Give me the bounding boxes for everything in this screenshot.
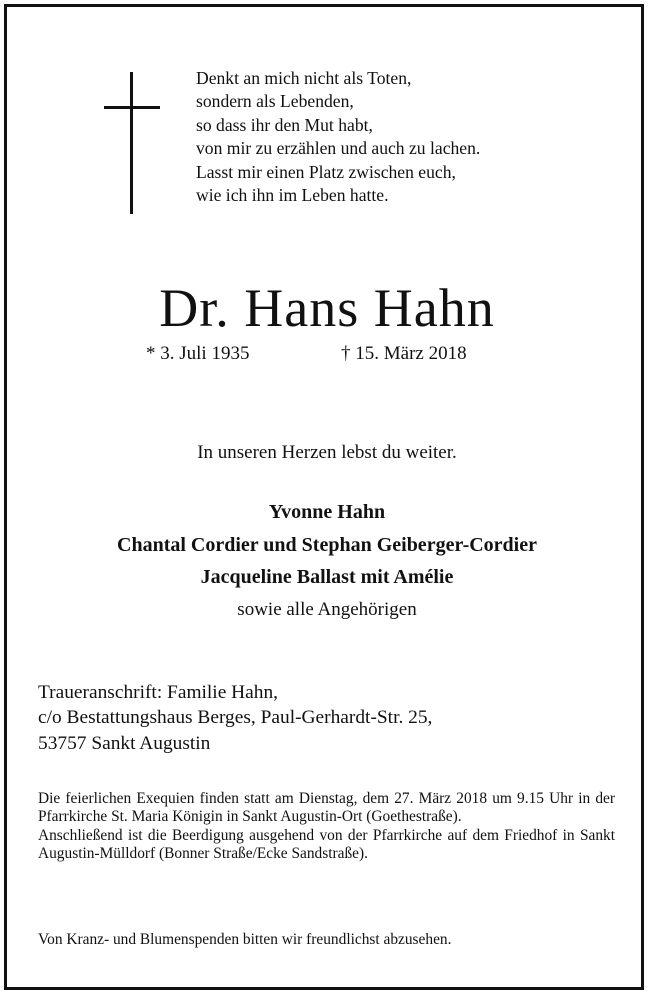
poem-line: so dass ihr den Mut habt,: [196, 114, 373, 135]
other-relatives: sowie alle Angehörigen: [237, 598, 417, 620]
mourner-name: Yvonne Hahn: [268, 501, 386, 523]
motto: In unseren Herzen lebst du weiter.: [197, 442, 457, 463]
poem-line: von mir zu erzählen und auch zu lachen.: [196, 138, 481, 159]
address-line: Traueranschrift: Familie Hahn,: [38, 682, 278, 703]
address-line: c/o Bestattungshaus Berges, Paul-Gerhardt-Str. 25,: [38, 707, 433, 729]
cross-vertical-bar: [130, 72, 133, 214]
poem-line: Denkt an mich nicht als Toten,: [196, 68, 412, 88]
ceremony-paragraph: Die feierlichen Exequien finden statt am Dienstag, dem 27. März 2018 um 9.15 Uhr in der Pfarrkirche St. Maria Königin in Sankt Augustin-Ort (Goethestraße).: [38, 790, 615, 826]
deceased-name: Dr. Hans Hahn: [159, 278, 495, 338]
burial-paragraph: Anschließend ist die Beerdigung ausgehend von der Pfarrkirche auf dem Friedhof in Sankt Augustin-Mülldorf (Bonner Straße/Ecke Sandstraße).: [38, 826, 615, 863]
mourning-address: [38, 680, 432, 756]
poem-line: Lasst mir einen Platz zwischen euch,: [196, 161, 456, 182]
closing-note: Von Kranz- und Blumenspenden bitten wir freundlichst abzusehen.: [38, 931, 452, 948]
cross-horizontal-bar: [104, 106, 160, 109]
death-date: † 15. März 2018: [341, 343, 467, 364]
mourners: [0, 496, 654, 626]
poem-line: sondern als Lebenden,: [196, 91, 354, 112]
mourner-name: Chantal Cordier und Stephan Geiberger-Cordier: [117, 533, 537, 556]
birth-date: * 3. Juli 1935: [146, 343, 250, 364]
mourner-name: Jacqueline Ballast mit Amélie: [200, 566, 454, 588]
ceremony-info: [38, 790, 615, 864]
poem: [196, 67, 480, 207]
poem-line: wie ich ihn im Leben hatte.: [196, 185, 389, 206]
address-line: 53757 Sankt Augustin: [38, 732, 211, 754]
